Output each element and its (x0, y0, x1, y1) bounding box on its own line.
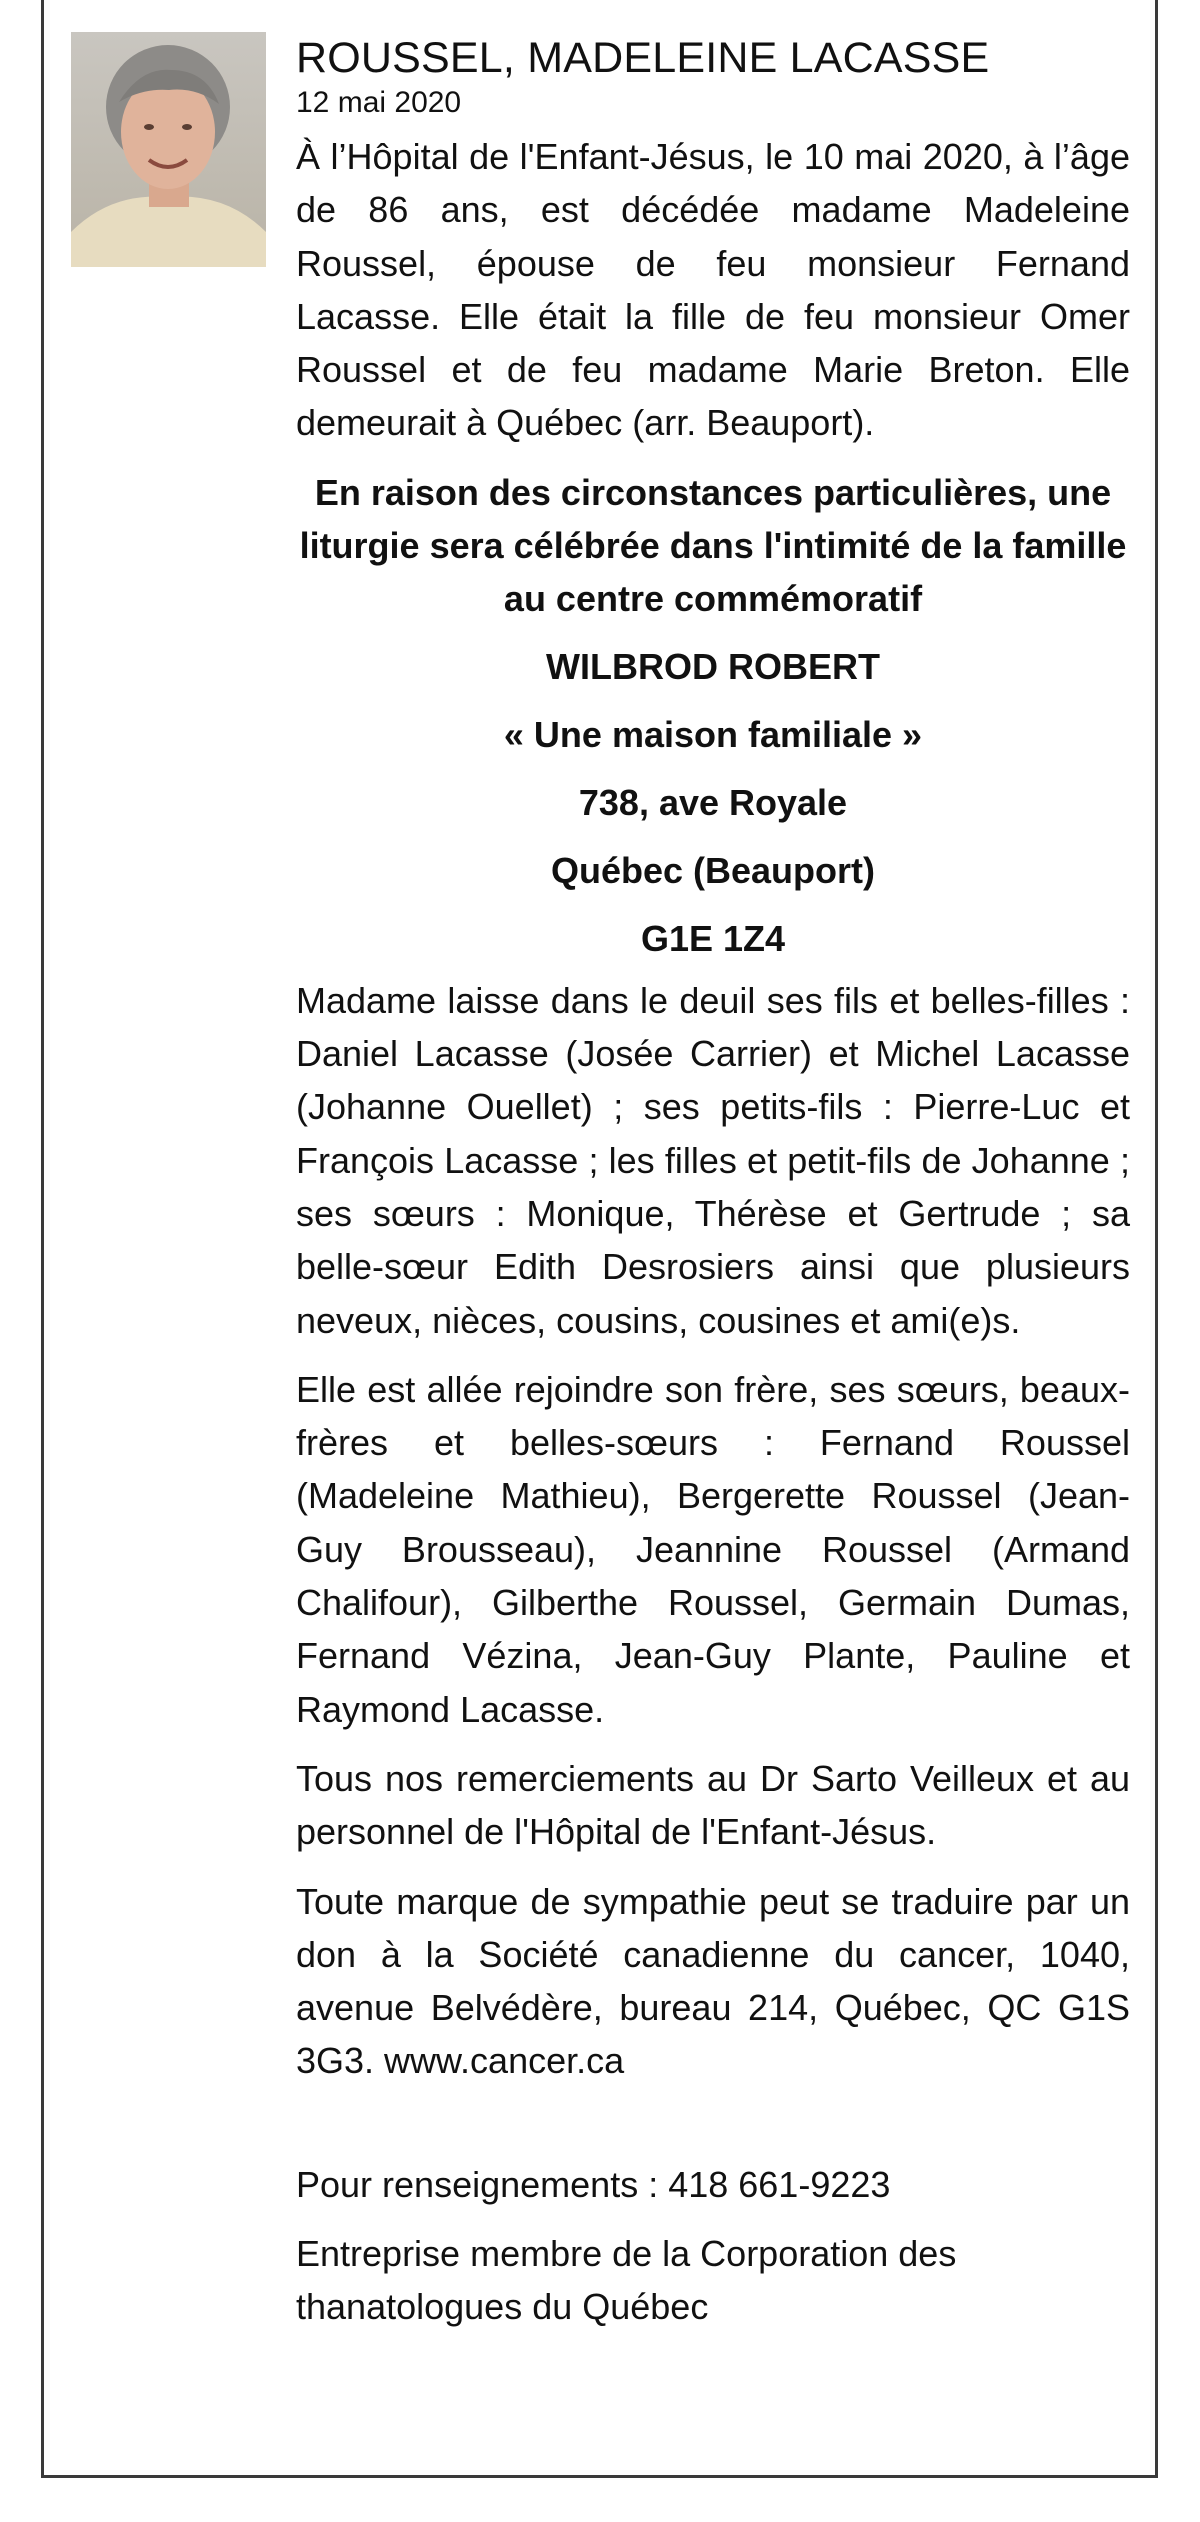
funeral-home-slogan: « Une maison familiale » (503, 713, 923, 755)
portrait-image (71, 32, 266, 267)
thanks-paragraph: Tous nos remerciements au Dr Sarto Veilleux et au personnel de l'Hôpital de l'Enfant-Jésus. (296, 1757, 1130, 1853)
survivors-paragraph: Madame laisse dans le deuil ses fils et belles-filles : Daniel Lacasse (Josée Carrier) et Michel Lacasse (Johanne Ouellet) ; ses petits-fils : Pierre-Luc et François Lacasse ; les filles et petit-fils de Johanne ; ses sœurs : Monique, Thérèse et Gertrude ; sa belle-sœur Edith Desrosiers ainsi que plusieurs neveux, nièces, cousins, cousines et ami(e)s. (296, 979, 1130, 1341)
intro-paragraph: À l’Hôpital de l'Enfant-Jésus, le 10 mai 2020, à l’âge de 86 ans, est décédée madame Madeleine Roussel, épouse de feu monsieur Fernand Lacasse. Elle était la fille de feu monsieur Omer Roussel et de feu madame Marie Breton. Elle demeurait à Québec (arr. Beauport). (296, 136, 1130, 444)
publication-date: 12 mai 2020 (296, 86, 462, 119)
donation-paragraph: Toute marque de sympathie peut se traduire par un don à la Société canadienne du cancer, 1040, avenue Belvédère, bureau 214, Québec, QC G1S 3G3. www.cancer.ca (296, 1880, 1130, 2082)
funeral-home-city: Québec (Beauport) (550, 849, 876, 891)
funeral-home-postal-code: G1E 1Z4 (640, 917, 786, 959)
funeral-home-name: WILBROD ROBERT (546, 645, 880, 687)
spacer (296, 2104, 1130, 2158)
ceremony-block (296, 466, 1130, 974)
ceremony-announcement: En raison des circonstances particulières, une liturgie sera célébrée dans l'intimité de la famille au centre commémoratif (299, 471, 1127, 619)
contact-info: Pour renseignements : 418 661-9223 (296, 2163, 891, 2205)
membership-note: Entreprise membre de la Corporation des thanatologues du Québec (296, 2233, 957, 2328)
deceased-name: ROUSSEL, MADELEINE LACASSE (296, 34, 990, 82)
notice-content (296, 32, 1130, 2350)
funeral-home-address: 738, ave Royale (578, 781, 848, 823)
predeceased-paragraph: Elle est allée rejoindre son frère, ses sœurs, beaux-frères et belles-sœurs : Fernand Roussel (Madeleine Mathieu), Bergerette Roussel (Jean-Guy Brousseau), Jeannine Roussel (Armand Chalifour), Gilberthe Roussel, Germain Dumas, Fernand Vézina, Jean-Guy Plante, Pauline et Raymond Lacasse. (296, 1368, 1130, 1730)
portrait-photo (71, 32, 266, 267)
